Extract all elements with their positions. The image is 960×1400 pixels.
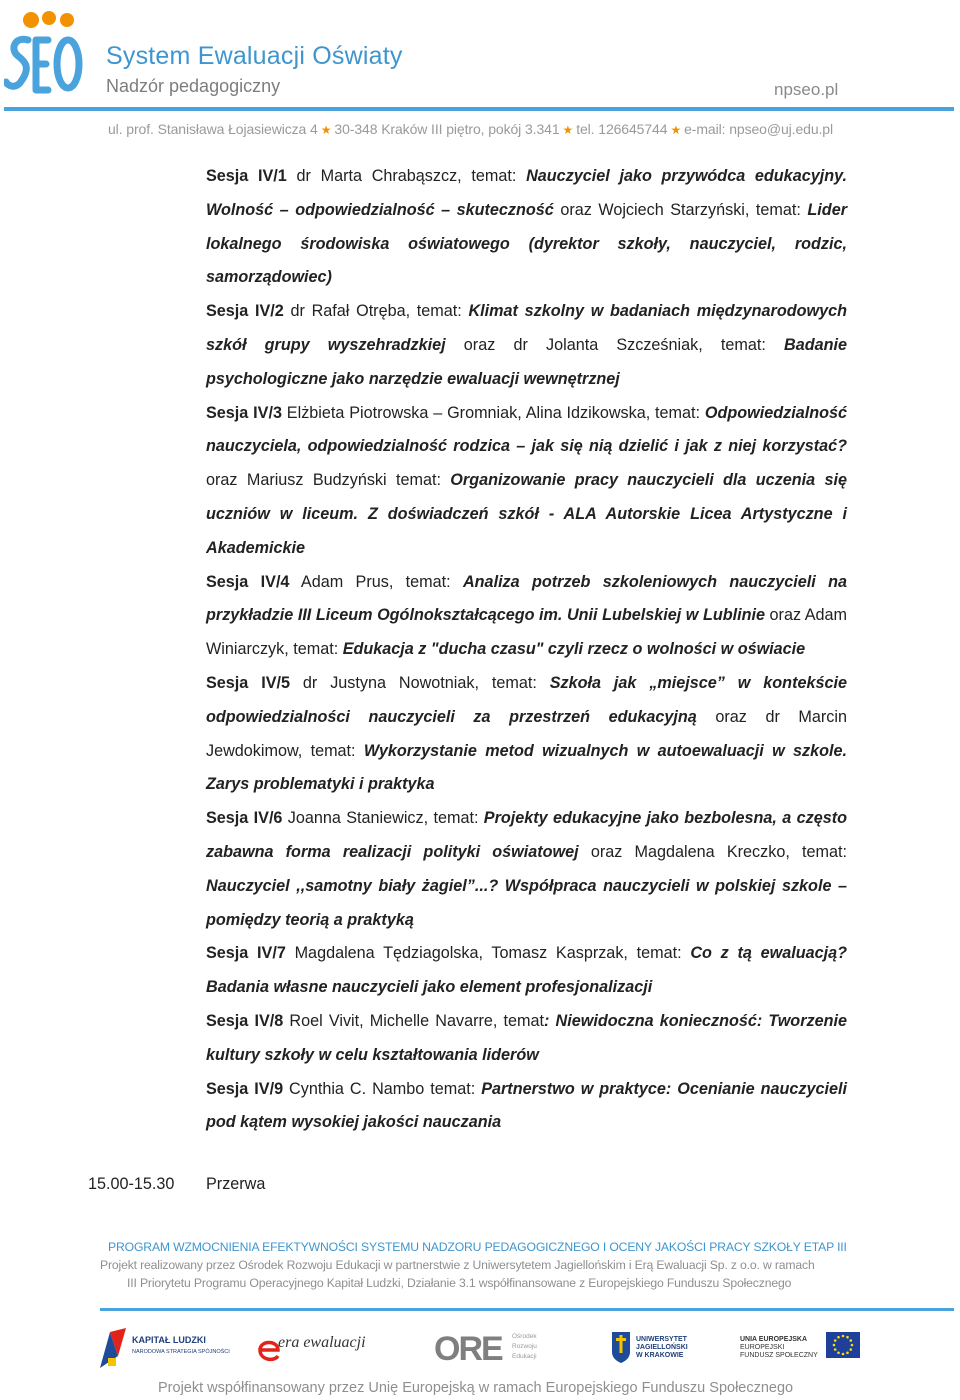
address-street: ul. prof. Stanisława Łojasiewicza 4 bbox=[108, 121, 318, 137]
kapital-ludzki-icon bbox=[100, 1328, 126, 1368]
session-id: Sesja IV/3 bbox=[206, 403, 282, 422]
ore-sub-line: Ośrodek bbox=[512, 1333, 537, 1340]
session-topic: Odpowiedzialność nauczyciela, odpowiedzialność rodzica – jak się nią dzielić i jak z niej korzystać? bbox=[206, 403, 847, 456]
session-topic: Szkoła jak „miejsce” w kontekście odpowiedzialności nauczycieli za przestrzeń edukacyjną bbox=[206, 673, 847, 726]
ore-subtitle bbox=[512, 1332, 537, 1362]
session-item bbox=[206, 295, 847, 396]
brand-title: System Ewaluacji Oświaty bbox=[106, 42, 403, 70]
session-speakers: Elżbieta Piotrowska – Gromniak, Alina Idzikowska, temat: bbox=[281, 403, 705, 422]
address-city: 30-348 Kraków III piętro, pokój 3.341 bbox=[334, 121, 560, 137]
session-speakers: oraz Wojciech Starzyński, temat: bbox=[553, 200, 808, 219]
eu-name-line: FUNDUSZ SPOŁECZNY bbox=[740, 1352, 818, 1359]
ore-sub-line: Rozwoju bbox=[512, 1343, 537, 1350]
session-item bbox=[206, 397, 847, 566]
session-speakers: oraz Magdalena Kreczko, temat: bbox=[578, 842, 847, 861]
footer-program-line: PROGRAM WZMOCNIENIA EFEKTYWNOŚCI SYSTEMU NADZORU PEDAGOGICZNEGO I OCENY JAKOŚCI PRACY SZKOŁY ETAP III bbox=[108, 1240, 847, 1254]
footer-divider bbox=[100, 1308, 954, 1311]
session-speakers: Joanna Staniewicz, temat: bbox=[282, 809, 484, 828]
session-topic: Klimat szkolny w badaniach międzynarodowych szkół grupy wyszehradzkiej bbox=[206, 302, 847, 354]
session-item bbox=[206, 160, 847, 295]
session-speakers: Magdalena Tędziagolska, Tomasz Kasprzak, temat: bbox=[285, 944, 691, 963]
session-speakers: oraz dr Marcin Jewdokimow, temat: bbox=[206, 707, 847, 760]
session-item bbox=[206, 1005, 847, 1073]
break-time: 15.00-15.30 bbox=[88, 1175, 175, 1193]
eu-logo bbox=[740, 1322, 880, 1372]
session-id: Sesja IV/6 bbox=[206, 809, 283, 828]
seo-logo bbox=[4, 6, 86, 106]
session-topic: Nauczyciel jako przywódca edukacyjny. Wolność – odpowiedzialność – skuteczność bbox=[206, 167, 847, 219]
session-speakers: oraz Mariusz Budzyński temat: bbox=[206, 471, 451, 490]
uj-logo bbox=[610, 1322, 720, 1372]
session-topic: Projekty edukacyjne jako bezbolesna, a często zabawna forma realizacji polityki oświatowej bbox=[206, 809, 847, 861]
uj-name-line: UNIWERSYTET bbox=[636, 1336, 687, 1343]
session-speakers: Cynthia C. Nambo temat: bbox=[283, 1079, 482, 1098]
session-item bbox=[206, 802, 847, 937]
session-id: Sesja IV/2 bbox=[206, 302, 284, 321]
uj-name-line: W KRAKOWIE bbox=[636, 1352, 684, 1359]
session-topic: Organizowanie pracy nauczycieli dla uczenia się uczniów w liceum. Z doświadczeń szkół - ALA Autorskie Licea Artystyczne i Akademickie bbox=[206, 471, 847, 557]
session-item bbox=[206, 1073, 847, 1141]
session-topic: Edukacja z "ducha czasu" czyli rzecz o wolności w oświacie bbox=[342, 640, 806, 659]
session-speakers: Roel Vivit, Michelle Navarre, temat bbox=[283, 1011, 544, 1030]
session-id: Sesja IV/5 bbox=[206, 673, 290, 692]
address-phone: tel. 126645744 bbox=[576, 121, 668, 137]
brand-subtitle: Nadzór pedagogiczny bbox=[106, 76, 281, 96]
uj-crest-icon bbox=[610, 1330, 632, 1364]
address-email[interactable]: e-mail: npseo@uj.edu.pl bbox=[684, 121, 833, 137]
session-id: Sesja IV/8 bbox=[206, 1011, 284, 1030]
session-id: Sesja IV/9 bbox=[206, 1079, 284, 1098]
session-topic: Badanie psychologiczne jako narzędzie ewaluacji wewnętrznej bbox=[206, 335, 848, 388]
break-label: Przerwa bbox=[206, 1175, 266, 1193]
eu-name bbox=[740, 1336, 818, 1360]
session-speakers: oraz dr Jolanta Szcześniak, temat: bbox=[445, 335, 785, 354]
star-icon: ★ bbox=[562, 123, 574, 137]
eu-name-line: EUROPEJSKI bbox=[740, 1344, 785, 1351]
kapital-ludzki-sub: NARODOWA STRATEGIA SPÓJNOŚCI bbox=[132, 1349, 230, 1355]
uj-name-line: JAGIELLOŃSKI bbox=[636, 1344, 688, 1351]
eu-name-line: UNIA EUROPEJSKA bbox=[740, 1336, 808, 1343]
session-item bbox=[206, 937, 847, 1005]
kapital-ludzki-logo bbox=[100, 1322, 230, 1372]
header-divider bbox=[4, 107, 954, 111]
session-topic: Lider lokalnego środowiska oświatowego (dyrektor szkoły, nauczyciel, rodzic, samorządowiec) bbox=[206, 200, 847, 287]
star-icon: ★ bbox=[320, 123, 332, 137]
footer-project-line: Projekt realizowany przez Ośrodek Rozwoju Edukacji w partnerstwie z Uniwersytetem Jagiellońskim i Erą Ewaluacji Sp. z o.o. w ramach bbox=[100, 1258, 815, 1272]
ore-sub-line: Edukacji bbox=[512, 1353, 537, 1360]
kapital-ludzki-name: KAPITAŁ LUDZKI bbox=[132, 1335, 206, 1345]
break-row bbox=[88, 1175, 265, 1194]
footer-cofinance-line: Projekt współfinansowany przez Unię Europejską w ramach Europejskiego Funduszu Społecznego bbox=[158, 1380, 794, 1396]
header-address bbox=[108, 121, 833, 137]
session-list bbox=[206, 160, 847, 1140]
session-topic: : Niewidoczna konieczność: Tworzenie kultury szkoły w celu kształtowania liderów bbox=[206, 1011, 847, 1064]
era-ewaluacji-name: era ewaluacji bbox=[278, 1334, 366, 1351]
page-header bbox=[0, 0, 960, 150]
session-topic: Partnerstwo w praktyce: Ocenianie nauczycieli pod kątem wysokiej jakości nauczania bbox=[206, 1079, 847, 1132]
session-speakers: Adam Prus, temat: bbox=[289, 572, 463, 591]
session-speakers: oraz Adam Winiarczyk, temat: bbox=[206, 606, 847, 659]
session-id: Sesja IV/7 bbox=[206, 944, 286, 963]
brand-url[interactable]: npseo.pl bbox=[774, 80, 839, 99]
partner-logos bbox=[96, 1322, 956, 1372]
session-topic: Analiza potrzeb szkoleniowych nauczycieli na przykładzie III Liceum Ogólnokształcącego im. Unii Lubelskiej w Lublinie bbox=[206, 572, 847, 625]
session-id: Sesja IV/1 bbox=[206, 167, 287, 185]
eu-flag-icon bbox=[826, 1332, 860, 1358]
session-speakers: dr Rafał Otręba, temat: bbox=[283, 302, 469, 321]
uj-name bbox=[636, 1336, 688, 1360]
star-icon: ★ bbox=[670, 123, 682, 137]
ore-name: ORE bbox=[434, 1330, 502, 1368]
session-topic: Wykorzystanie metod wizualnych w autoewaluacji w szkole. Zarys problematyki i praktyka bbox=[206, 741, 847, 794]
session-speakers: dr Marta Chrabąszcz, temat: bbox=[286, 167, 527, 185]
session-item bbox=[206, 566, 847, 667]
session-topic: Co z tą ewaluacją? Badania własne nauczycieli jako element profesjonalizacji bbox=[206, 944, 847, 997]
footer-priority-line: III Priorytetu Programu Operacyjnego Kapitał Ludzki, Działanie 3.1 współfinansowane z Europejskiego Funduszu Społecznego bbox=[127, 1276, 792, 1290]
era-ewaluacji-logo bbox=[254, 1322, 384, 1372]
session-speakers: dr Justyna Nowotniak, temat: bbox=[290, 673, 550, 692]
session-id: Sesja IV/4 bbox=[206, 572, 290, 591]
session-topic: Nauczyciel ,,samotny biały żagiel”...? Współpraca nauczycieli w polskiej szkole – pomiędzy teorią a praktyką bbox=[206, 876, 847, 929]
ore-logo bbox=[434, 1322, 554, 1372]
session-item bbox=[206, 667, 847, 802]
